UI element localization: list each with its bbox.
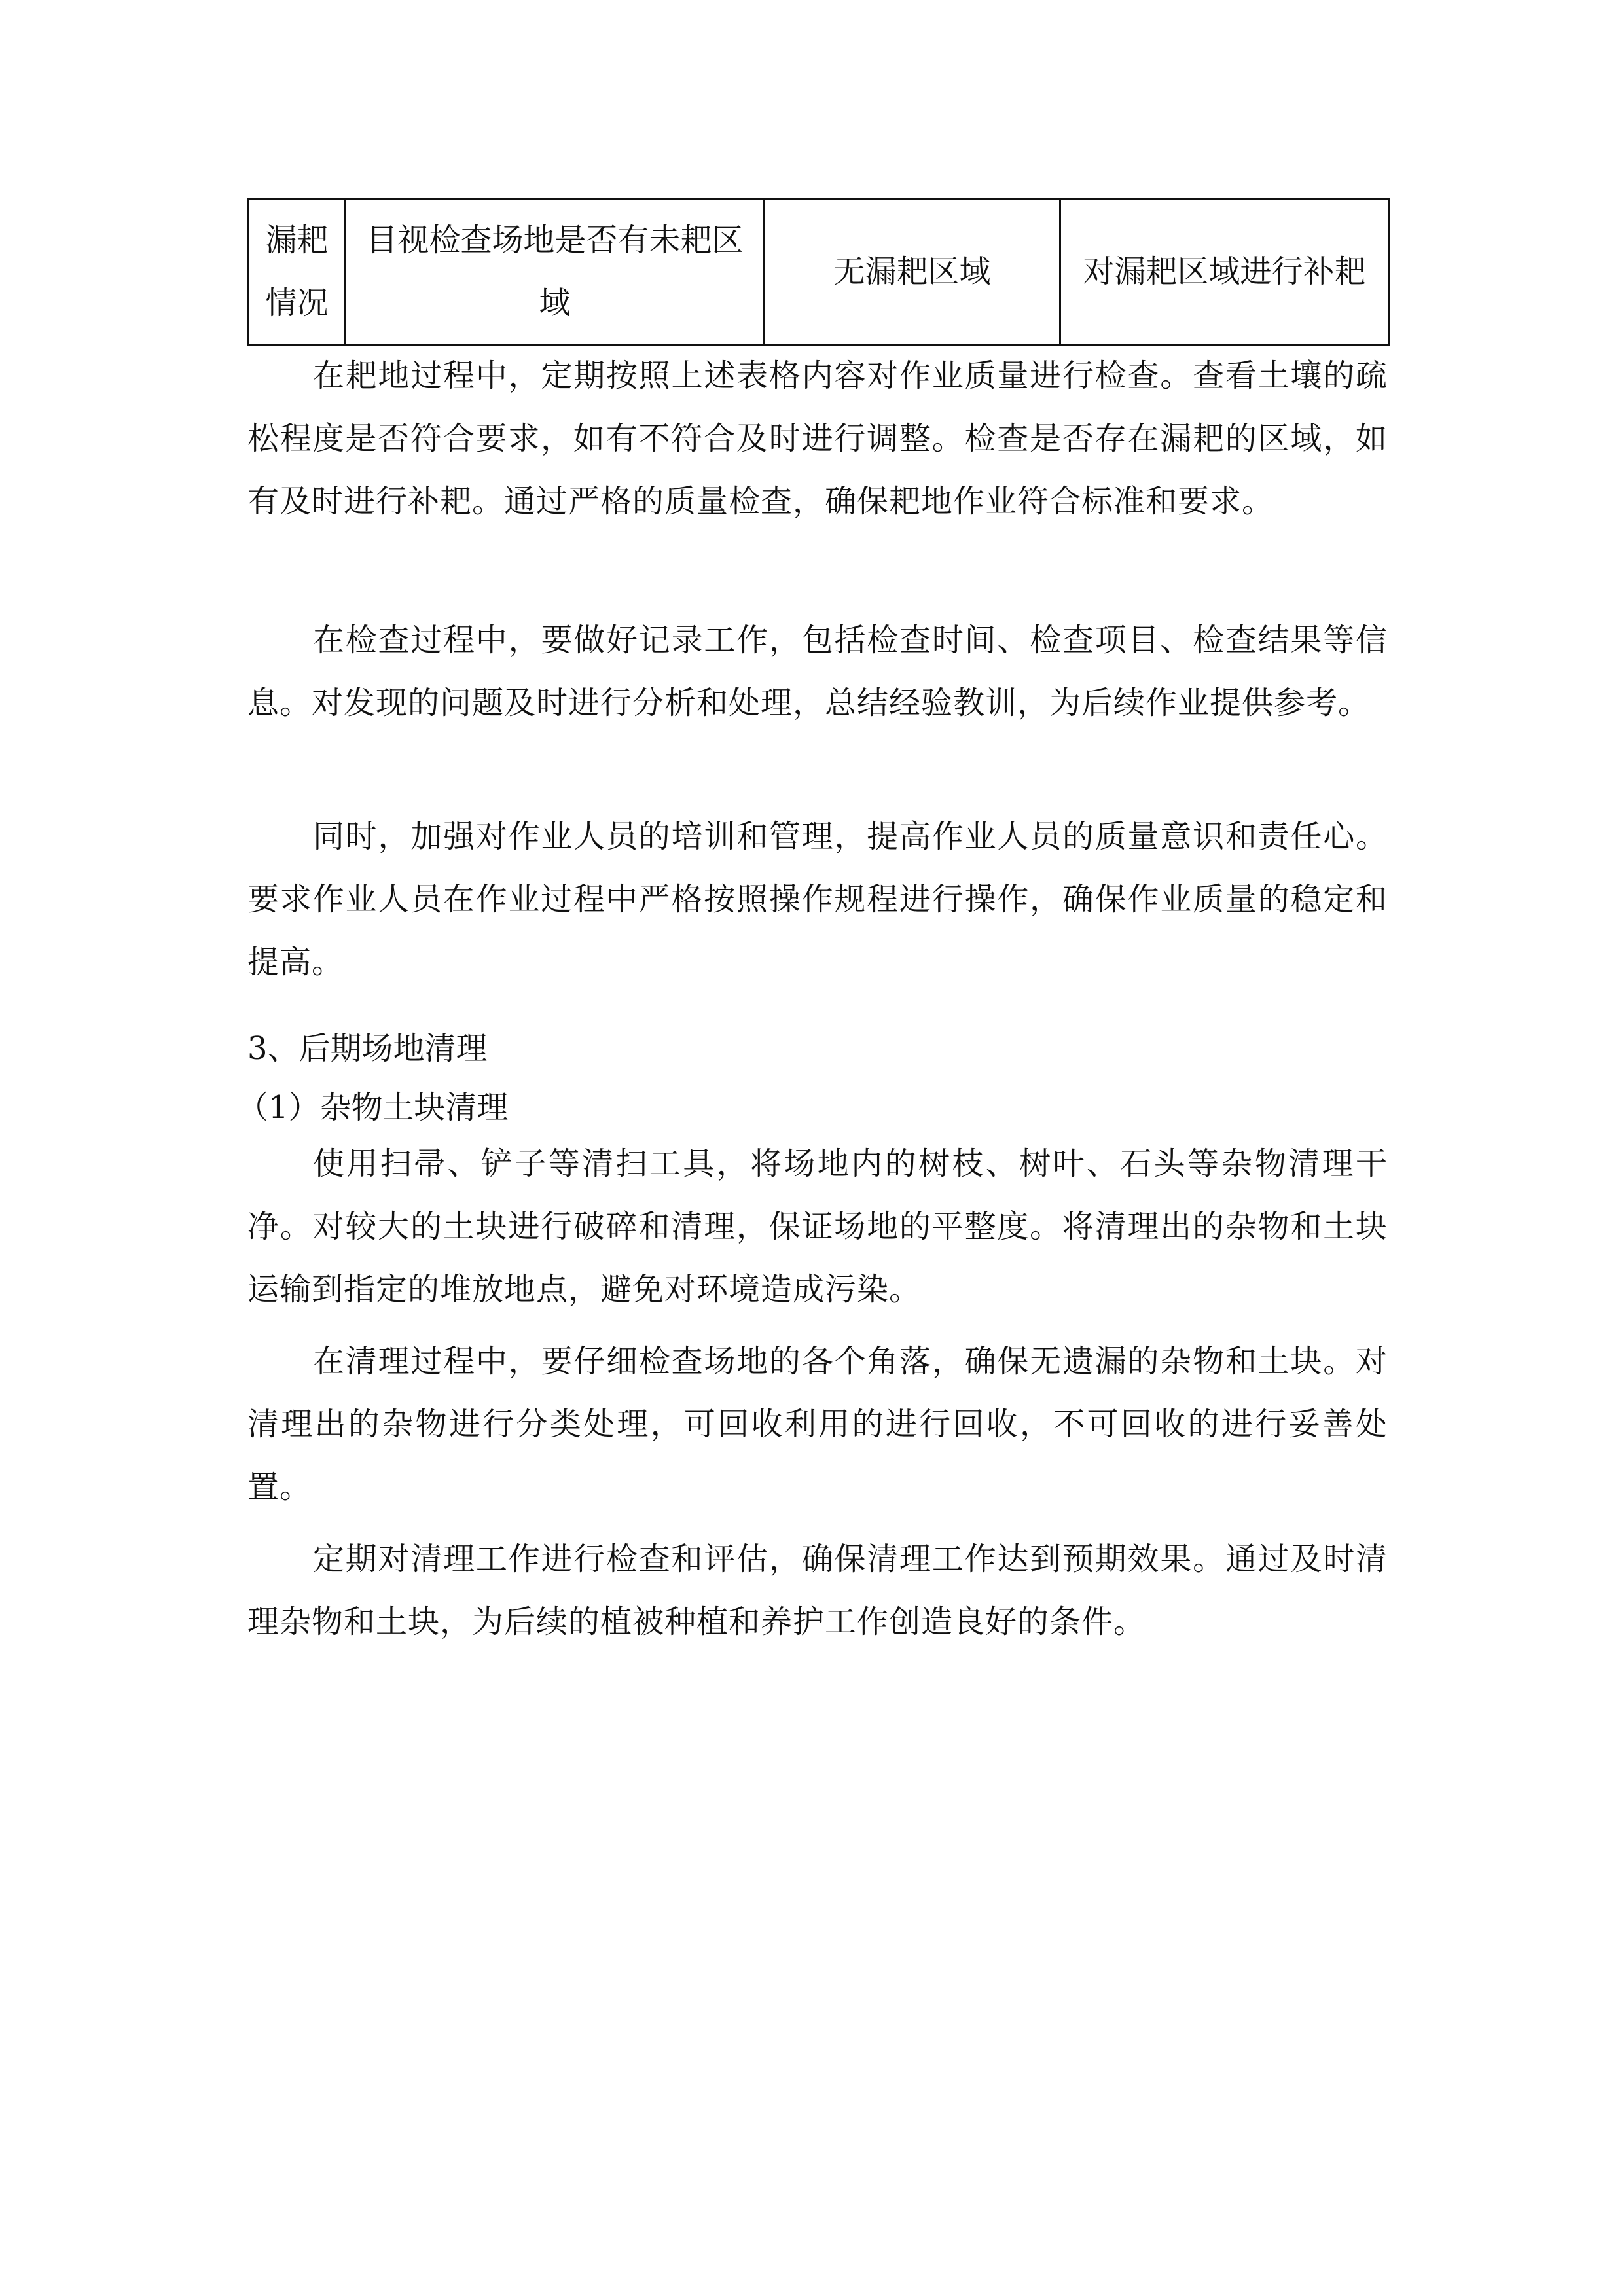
table-cell-action: 对漏耙区域进行补耙: [1060, 199, 1389, 345]
paragraph: 定期对清理工作进行检查和评估，确保清理工作达到预期效果。通过及时清理杂物和土块，为后续的植被种植和养护工作创造良好的条件。: [247, 1541, 1388, 1640]
paragraph: 在耙地过程中，定期按照上述表格内容对作业质量进行检查。查看土壤的疏松程度是否符合要求，如有不符合及时进行调整。检查是否存在漏耙的区域，如有及时进行补耙。通过严格的质量检查，确保耙地作业符合标准和要求。: [247, 357, 1388, 520]
paragraph: 在清理过程中，要仔细检查场地的各个角落，确保无遗漏的杂物和土块。对清理出的杂物进行分类处理，可回收利用的进行回收，不可回收的进行妥善处置。: [247, 1343, 1388, 1505]
table-cell-item: 漏耙情况: [249, 199, 346, 345]
table-row: [249, 199, 1389, 345]
subsection-heading: （1）杂物土块清理: [237, 1089, 509, 1126]
paragraph: 使用扫帚、铲子等清扫工具，将场地内的树枝、树叶、石头等杂物清理干净。对较大的土块进行破碎和清理，保证场地的平整度。将清理出的杂物和土块运输到指定的堆放地点，避免对环境造成污染。: [247, 1145, 1388, 1308]
paragraph: 同时，加强对作业人员的培训和管理，提高作业人员的质量意识和责任心。要求作业人员在作业过程中严格按照操作规程进行操作，确保作业质量的稳定和提高。: [247, 818, 1388, 980]
section-heading: 3、后期场地清理: [247, 1030, 488, 1067]
paragraph: 在检查过程中，要做好记录工作，包括检查时间、检查项目、检查结果等信息。对发现的问题及时进行分析和处理，总结经验教训，为后续作业提供参考。: [247, 622, 1388, 721]
table-cell-method: 目视检查场地是否有未耙区域: [346, 199, 765, 345]
quality-check-table: [247, 198, 1390, 346]
table-cell-standard: 无漏耙区域: [765, 199, 1060, 345]
